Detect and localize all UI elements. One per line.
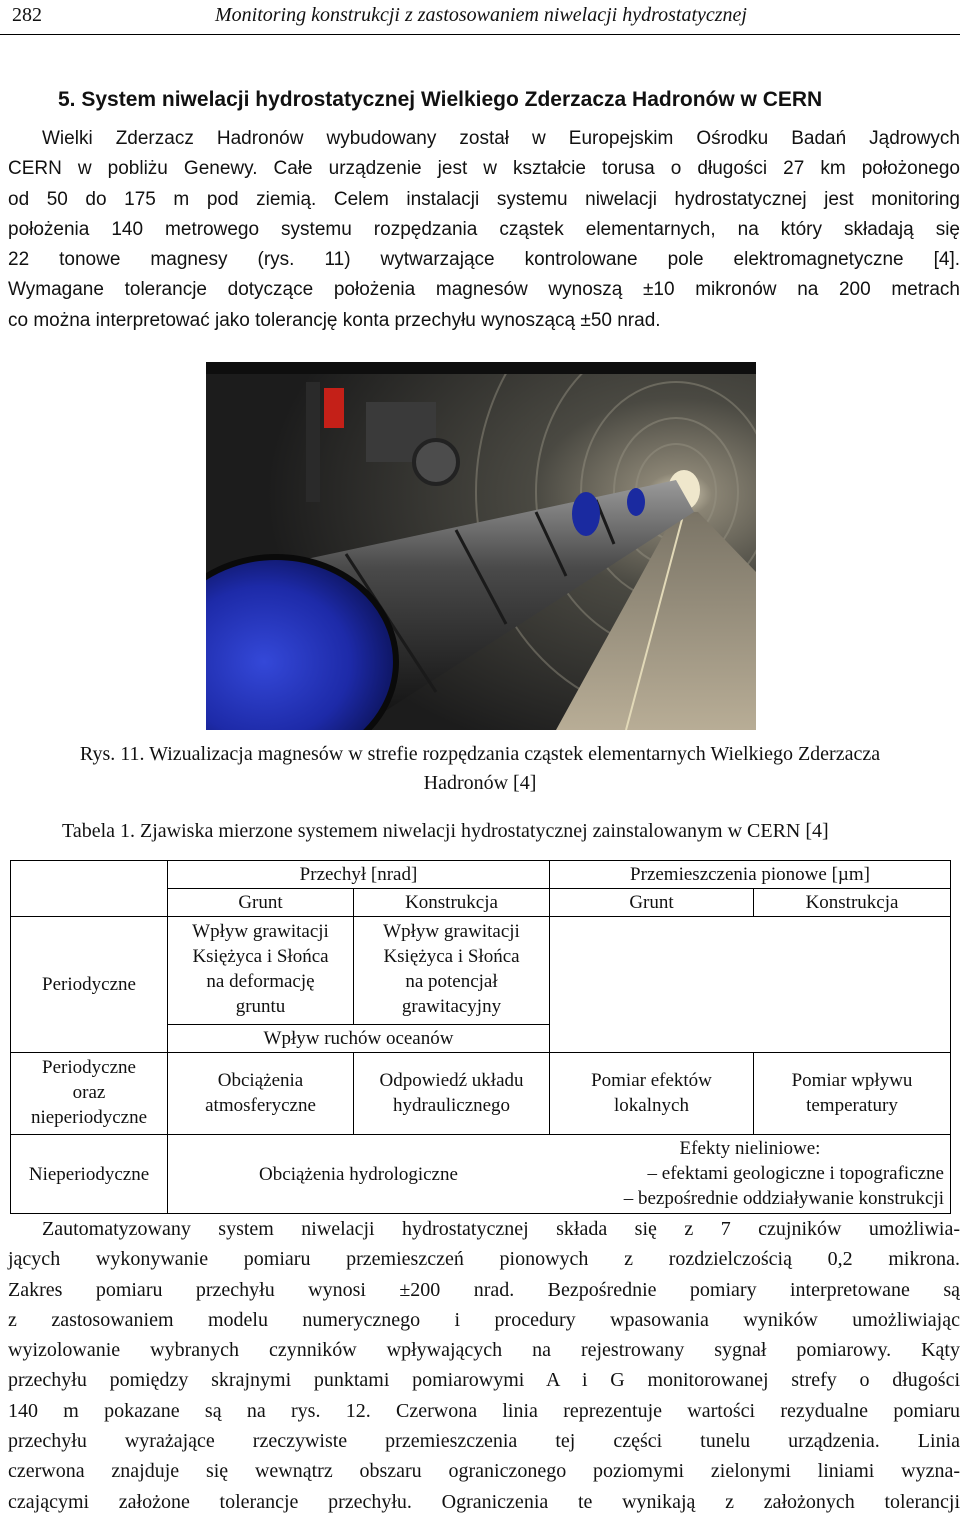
row-label-periodic: Periodyczne <box>42 974 136 995</box>
table-subheader-ground: Grunt <box>629 892 674 913</box>
table-caption: Tabela 1. Zjawiska mierzone systemem niwelacji hydrostatycznej zainstalowanym w CERN [4] <box>62 820 829 842</box>
table-header-tilt: Przechył [nrad] <box>299 864 418 885</box>
paragraph-line: przechyłu wyrażające rzeczywiste przemieszczenia tej części tunelu urządzenia. Linia <box>8 1430 960 1453</box>
table-cell: Odpowiedź układu hydraulicznego <box>379 1070 524 1116</box>
table-cell: Wpływ grawitacji Księżyca i Słońca na deformację gruntu <box>192 921 329 1017</box>
paragraph-line: czerwona znajduje się wewnątrz obszaru ograniczonego poziomymi zielonymi liniami wyzna- <box>8 1460 960 1483</box>
lhc-tunnel-photo <box>206 362 756 730</box>
paragraph-line: Wymagane tolerancje dotyczące położenia magnesów wynoszą ±10 mikronów na 200 metrach <box>8 279 960 301</box>
phenomena-table <box>10 860 951 1214</box>
paragraph-line: przechyłu pomiędzy skrajnymi punktami pomiarowymi A i G monitorowanej strefy o długości <box>8 1369 960 1392</box>
running-title: Monitoring konstrukcji z zastosowaniem niwelacji hydrostatycznej <box>215 4 747 26</box>
paragraph-line: położenia 140 metrowego systemu rozpędzania cząstek elementarnych, na który składają się <box>8 218 960 240</box>
row-label-nonperiodic: Nieperiodyczne <box>28 1164 150 1185</box>
paragraph-line: od 50 do 175 m pod ziemią. Celem instalacji systemu niwelacji hydrostatycznej jest monitoring <box>8 188 960 210</box>
figure-caption-line2: Hadronów [4] <box>423 772 537 794</box>
table-subheader-structure: Konstrukcja <box>805 892 899 913</box>
paragraph-line: z zastosowaniem modelu numerycznego i procedury wpasowania wyników umożliwiając <box>8 1308 960 1331</box>
table-cell: Obciążenia hydrologiczne <box>259 1164 458 1185</box>
lhc-tunnel-illustration <box>206 362 756 730</box>
table-subheader-structure: Konstrukcja <box>405 892 498 913</box>
paragraph-intro <box>8 124 960 336</box>
running-header <box>0 0 960 35</box>
paragraph-line: Wielki Zderzacz Hadronów wybudowany został w Europejskim Ośrodku Badań Jądrowych <box>42 128 960 149</box>
page-number: 282 <box>12 4 42 26</box>
table-cell: Efekty nieliniowe: – efektami geologiczne i topograficzne – bezpośrednie oddziaływanie konstrukcji <box>623 1138 944 1209</box>
row-label-mixed: Periodyczne oraz nieperiodyczne <box>30 1057 148 1128</box>
table-cell: Wpływ grawitacji Księżyca i Słońca na potencjał grawitacyjny <box>383 921 520 1017</box>
paragraph-line: CERN w pobliżu Genewy. Całe urządzenie jest w kształcie torusa o długości 27 km położonego <box>8 158 960 180</box>
table-cell: Wpływ ruchów oceanów <box>263 1028 454 1049</box>
paragraph-system <box>8 1214 960 1517</box>
paragraph-line: wyizolowanie wybranych czynników wpływających na rejestrowany sygnał pomiarowy. Kąty <box>8 1339 960 1362</box>
table-cell: Obciążenia atmosferyczne <box>205 1070 316 1116</box>
paragraph-line: 22 tonowe magnesy (rys. 11) wytwarzające kontrolowane pole elektromagnetyczne [4]. <box>8 249 960 271</box>
table-cell: Pomiar efektów lokalnych <box>591 1070 712 1116</box>
table-subheader-ground: Grunt <box>238 892 283 913</box>
table-cell: Pomiar wpływu temperatury <box>791 1070 913 1116</box>
table-header-displacement: Przemieszczenia pionowe [µm] <box>630 864 870 885</box>
paragraph-line: czającymi założone tolerancje przechyłu. Ograniczenia te wynikają z założonych tolerancji <box>8 1490 960 1513</box>
figure-caption-line1: Rys. 11. Wizualizacja magnesów w strefie rozpędzania cząstek elementarnych Wielkiego Zderzacza <box>79 743 881 765</box>
section-title: 5. System niwelacji hydrostatycznej Wielkiego Zderzacza Hadronów w CERN <box>58 88 823 111</box>
paragraph-line: 140 m pokazane są na rys. 12. Czerwona linia reprezentuje wartości rezydualne pomiaru <box>8 1399 960 1422</box>
paragraph-line: co można interpretować jako tolerancję konta przechyłu wynoszącą ±50 nrad. <box>8 309 661 331</box>
paragraph-line: Zakres pomiaru przechyłu wynosi ±200 nrad. Bezpośrednie pomiary interpretowane są <box>8 1278 960 1301</box>
paragraph-line: jących wykonywanie pomiaru przemieszczeń pionowych z rozdzielczością 0,2 mikrona. <box>8 1248 960 1271</box>
paragraph-line: Zautomatyzowany system niwelacji hydrostatycznej składa się z 7 czujników umożliwia- <box>42 1218 960 1240</box>
